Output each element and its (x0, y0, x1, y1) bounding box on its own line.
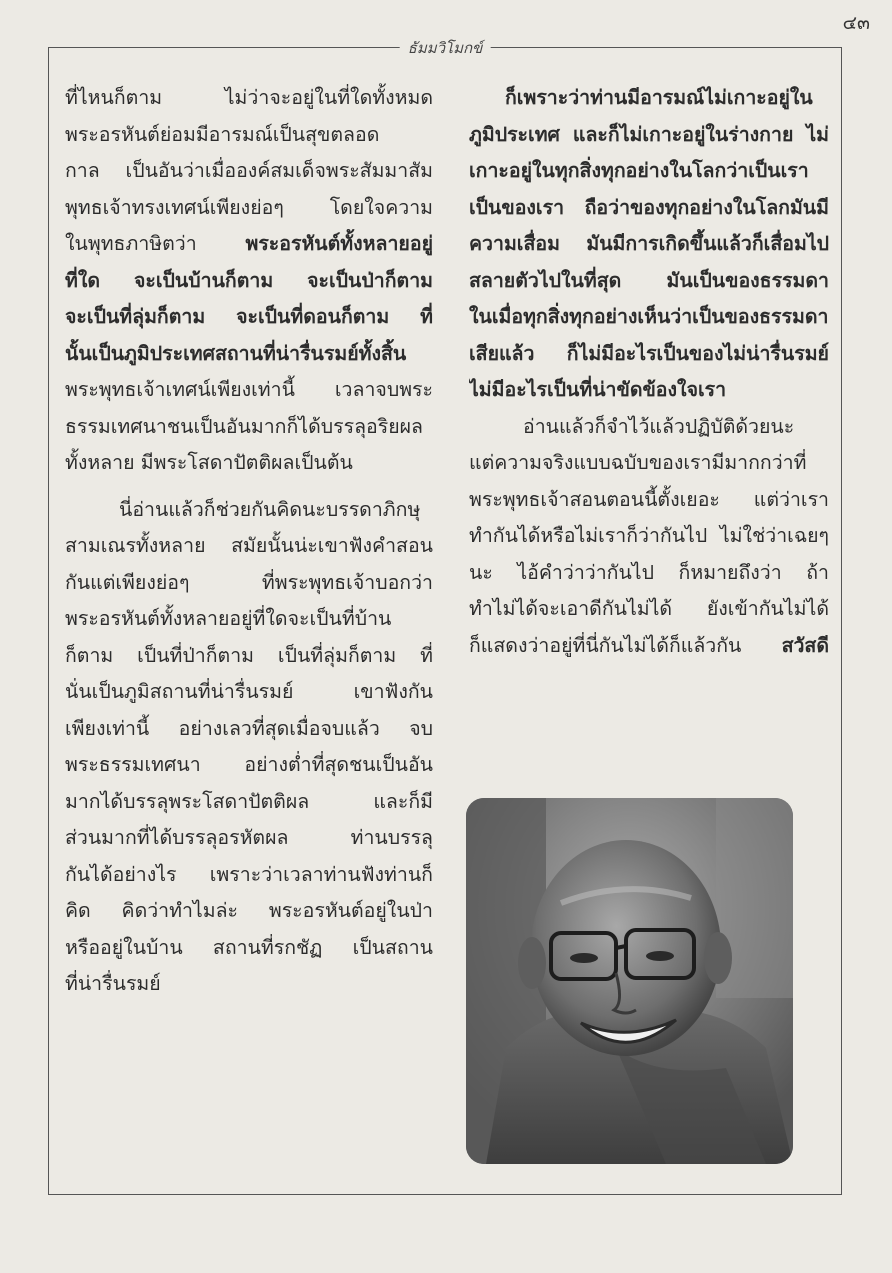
text-line: พระธรรมเทศนา อย่างต่ำที่สุดชนเป็นอัน (65, 753, 433, 776)
text-line: ทั้งหลาย มีพระโสดาปัตติผลเป็นต้น (65, 451, 353, 474)
text-run: ก็แสดงว่าอยู่ที่นี่กันไม่ได้ก็แล้วกัน (469, 633, 782, 657)
text-line: กันแต่เพียงย่อๆ ที่พระพุทธเจ้าบอกว่า (65, 570, 433, 594)
text-line: สามเณรทั้งหลาย สมัยนั้นน่ะเขาฟังคำสอน (65, 534, 433, 557)
text-line: เป็นของเรา ถือว่าของทุกอย่างในโลกมันมี (469, 195, 829, 219)
text-line: อ่านแล้วก็จำไว้แล้วปฏิบัติด้วยนะ (523, 414, 795, 438)
text-line: นั่นเป็นภูมิสถานที่น่ารื่นรมย์ เขาฟังกัน (65, 680, 433, 703)
text-line: ก็ตาม เป็นที่ป่าก็ตาม เป็นที่ลุ่มก็ตาม ที่ (65, 643, 433, 667)
text-line: กาล เป็นอันว่าเมื่อองค์สมเด็จพระสัมมาสัม (65, 159, 433, 182)
text-line (65, 226, 433, 263)
text-line: ความเสื่อม มันมีการเกิดขึ้นแล้วก็เสื่อมไป (469, 232, 829, 255)
text-line (469, 628, 829, 665)
monk-portrait-photo (466, 798, 793, 1164)
text-line: เกาะอยู่ในทุกสิ่งทุกอย่างในโลกว่าเป็นเรา (469, 159, 809, 182)
text-line: พระอรหันต์ย่อมมีอารมณ์เป็นสุขตลอด (65, 122, 380, 146)
text-line: จะเป็นที่ลุ่มก็ตาม จะเป็นที่ดอนก็ตาม ที่ (65, 305, 433, 328)
text-line: พุทธเจ้าทรงเทศน์เพียงย่อๆ โดยใจความ (65, 195, 433, 219)
text-line: ที่ไหนก็ตาม ไม่ว่าจะอยู่ในที่ใดทั้งหมด (65, 86, 433, 109)
portrait-illustration (466, 798, 793, 1164)
text-line: ทำไม่ได้จะเอาดีกันไม่ได้ ยังเข้ากันไม่ได้ (469, 597, 829, 620)
running-head: ธัมมวิโมกข์ (400, 36, 491, 60)
text-line: คิด คิดว่าทำไมล่ะ พระอรหันต์อยู่ในป่า (65, 899, 433, 922)
text-line: มากได้บรรลุพระโสดาปัตติผล และก็มี (65, 789, 433, 813)
text-line: ที่ใด จะเป็นบ้านก็ตาม จะเป็นป่าก็ตาม (65, 268, 433, 292)
text-line: ไม่มีอะไรเป็นที่น่าขัดข้องใจเรา (469, 378, 727, 401)
text-line: กันได้อย่างไร เพราะว่าเวลาท่านฟังท่านก็ (65, 862, 433, 886)
text-line: ทำกันได้หรือไม่เราก็ว่ากันไป ไม่ใช่ว่าเฉยๆ (469, 524, 829, 547)
text-line: พระพุทธเจ้าสอนตอนนี้ตั้งเยอะ แต่ว่าเรา (469, 487, 829, 511)
right-text-column (469, 80, 829, 664)
text-line: หรืออยู่ในบ้าน สถานที่รกชัฏ เป็นสถาน (65, 935, 433, 959)
text-line: นั้นเป็นภูมิประเทศสถานที่น่ารื่นรมย์ทั้งสิ้น (65, 341, 407, 365)
left-text-column (65, 80, 433, 1003)
page-number: ๔๓ (842, 12, 870, 34)
text-line: สลายตัวไปในที่สุด มันเป็นของธรรมดา (469, 268, 829, 292)
text-line: แต่ความจริงแบบฉบับของเรามีมากกว่าที่ (469, 451, 807, 474)
text-line: พระอรหันต์ทั้งหลายอยู่ที่ใดจะเป็นที่บ้าน (65, 607, 392, 630)
text-line: ก็เพราะว่าท่านมีอารมณ์ไม่เกาะอยู่ใน (505, 86, 813, 109)
text-line: ส่วนมากที่ได้บรรลุอรหัตผล ท่านบรรลุ (65, 826, 433, 849)
text-line: เสียแล้ว ก็ไม่มีอะไรเป็นของไม่น่ารื่นรมย์ (469, 341, 829, 365)
bold-text-run: สวัสดี (781, 633, 829, 657)
text-line: ภูมิประเทศ และก็ไม่เกาะอยู่ในร่างกาย ไม่ (469, 122, 829, 146)
text-line: นะ ไอ้คำว่าว่ากันไป ก็หมายถึงว่า ถ้า (469, 560, 829, 584)
text-line: ในเมื่อทุกสิ่งทุกอย่างเห็นว่าเป็นของธรรมดา (469, 305, 829, 328)
text-line: ธรรมเทศนาชนเป็นอันมากก็ได้บรรลุอริยผล (65, 414, 424, 438)
text-line: เพียงเท่านี้ อย่างเลวที่สุดเมื่อจบแล้ว จบ (65, 716, 433, 740)
text-line: นี่อ่านแล้วก็ช่วยกันคิดนะบรรดาภิกษุ (119, 497, 421, 521)
text-line: ที่น่ารื่นรมย์ (65, 972, 161, 995)
text-line: พระพุทธเจ้าเทศน์เพียงเท่านี้ เวลาจบพระ (65, 378, 433, 401)
text-run: ในพุทธภาษิตว่า (65, 232, 246, 255)
bold-text-run: พระอรหันต์ทั้งหลายอยู่ (245, 232, 433, 255)
